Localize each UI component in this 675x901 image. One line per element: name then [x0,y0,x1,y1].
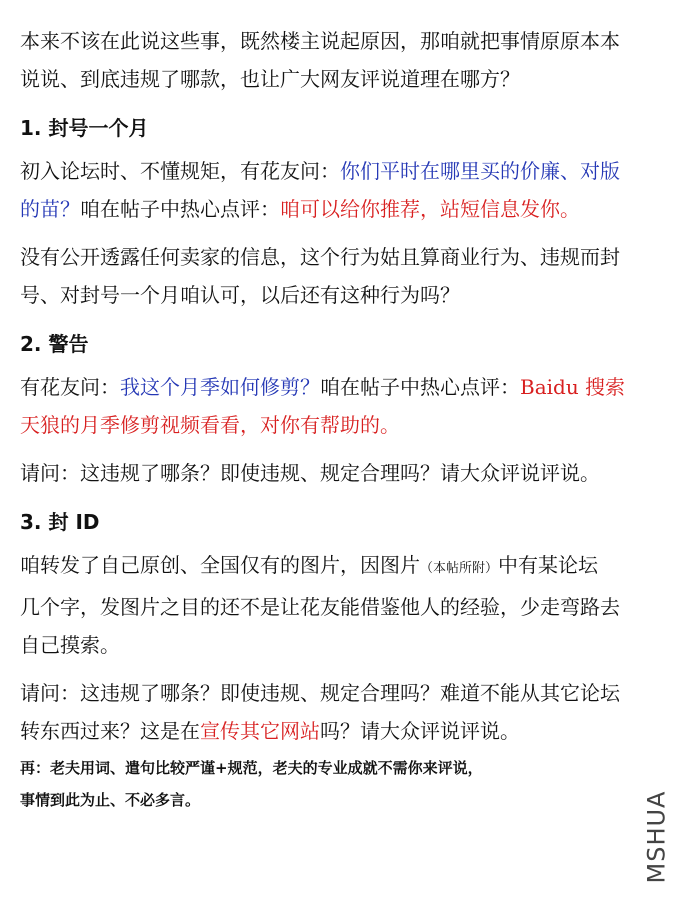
text-span: 吗？请大众评说评说。 [320,719,520,743]
section-3-paragraph-1 [20,546,660,664]
intro-line: 本来不该在此说这些事，既然楼主说起原因，那咱就把事情原原本本 [20,29,620,53]
footer-line: 再：老夫用词、遣句比较严谨+规范，老夫的专业成就不需你来评说， [20,759,483,777]
section-1-heading: 1. 封号一个月 [20,116,149,140]
quoted-question: 你们平时在哪里买的价廉、对版 [340,159,620,183]
section-2-heading: 2. 警告 [20,332,89,356]
text-line: 没有公开透露任何卖家的信息，这个行为姑且算商业行为、违规而封 [20,245,620,269]
highlighted-phrase: 宣传其它网站 [200,719,320,743]
quoted-reply: 天狼的月季修剪视频看看，对你有帮助的。 [20,413,400,437]
quoted-reply: Baidu 搜索 [520,375,626,399]
text-span: 中有某论坛 [498,553,599,577]
intro-paragraph [20,22,660,98]
section-1-paragraph-1 [20,152,660,228]
text-span: 咱在帖子中热心点评： [320,375,520,399]
text-span: 初入论坛时、不懂规矩，有花友问： [20,159,340,183]
intro-line: 说说、到底违规了哪款，也让广大网友评说道理在哪方？ [20,67,520,91]
text-span: 转东西过来？这是在 [20,719,200,743]
document-body [20,22,660,816]
watermark [643,782,669,892]
text-line: 请问：这违规了哪条？即使违规、规定合理吗？请大众评说评说。 [20,461,600,485]
section-1-paragraph-2 [20,238,660,314]
text-line: 号、对封号一个月咱认可，以后还有这种行为吗？ [20,283,460,307]
text-line: 自己摸索。 [20,633,120,657]
text-span: 咱在帖子中热心点评： [80,197,280,221]
quoted-question: 我这个月季如何修剪？ [120,375,320,399]
watermark-text: MSHUA [642,790,671,884]
section-3-heading: 3. 封 ID [20,510,100,534]
quoted-question: 的苗？ [20,197,80,221]
footer-note [20,752,660,816]
section-3-paragraph-2 [20,674,660,750]
text-span: 有花友问： [20,375,120,399]
text-line: 几个字，发图片之目的还不是让花友能借鉴他人的经验，少走弯路去 [20,595,620,619]
text-span: 咱转发了自己原创、全国仅有的图片，因图片 [20,553,420,577]
quoted-reply: 咱可以给你推荐，站短信息发你。 [280,197,580,221]
attachment-note: （本帖所附） [420,561,499,576]
section-2-paragraph-2 [20,454,660,492]
footer-line: 事情到此为止、不必多言。 [20,791,201,809]
section-2-paragraph-1 [20,368,660,444]
text-line: 请问：这违规了哪条？即使违规、规定合理吗？难道不能从其它论坛 [20,681,620,705]
